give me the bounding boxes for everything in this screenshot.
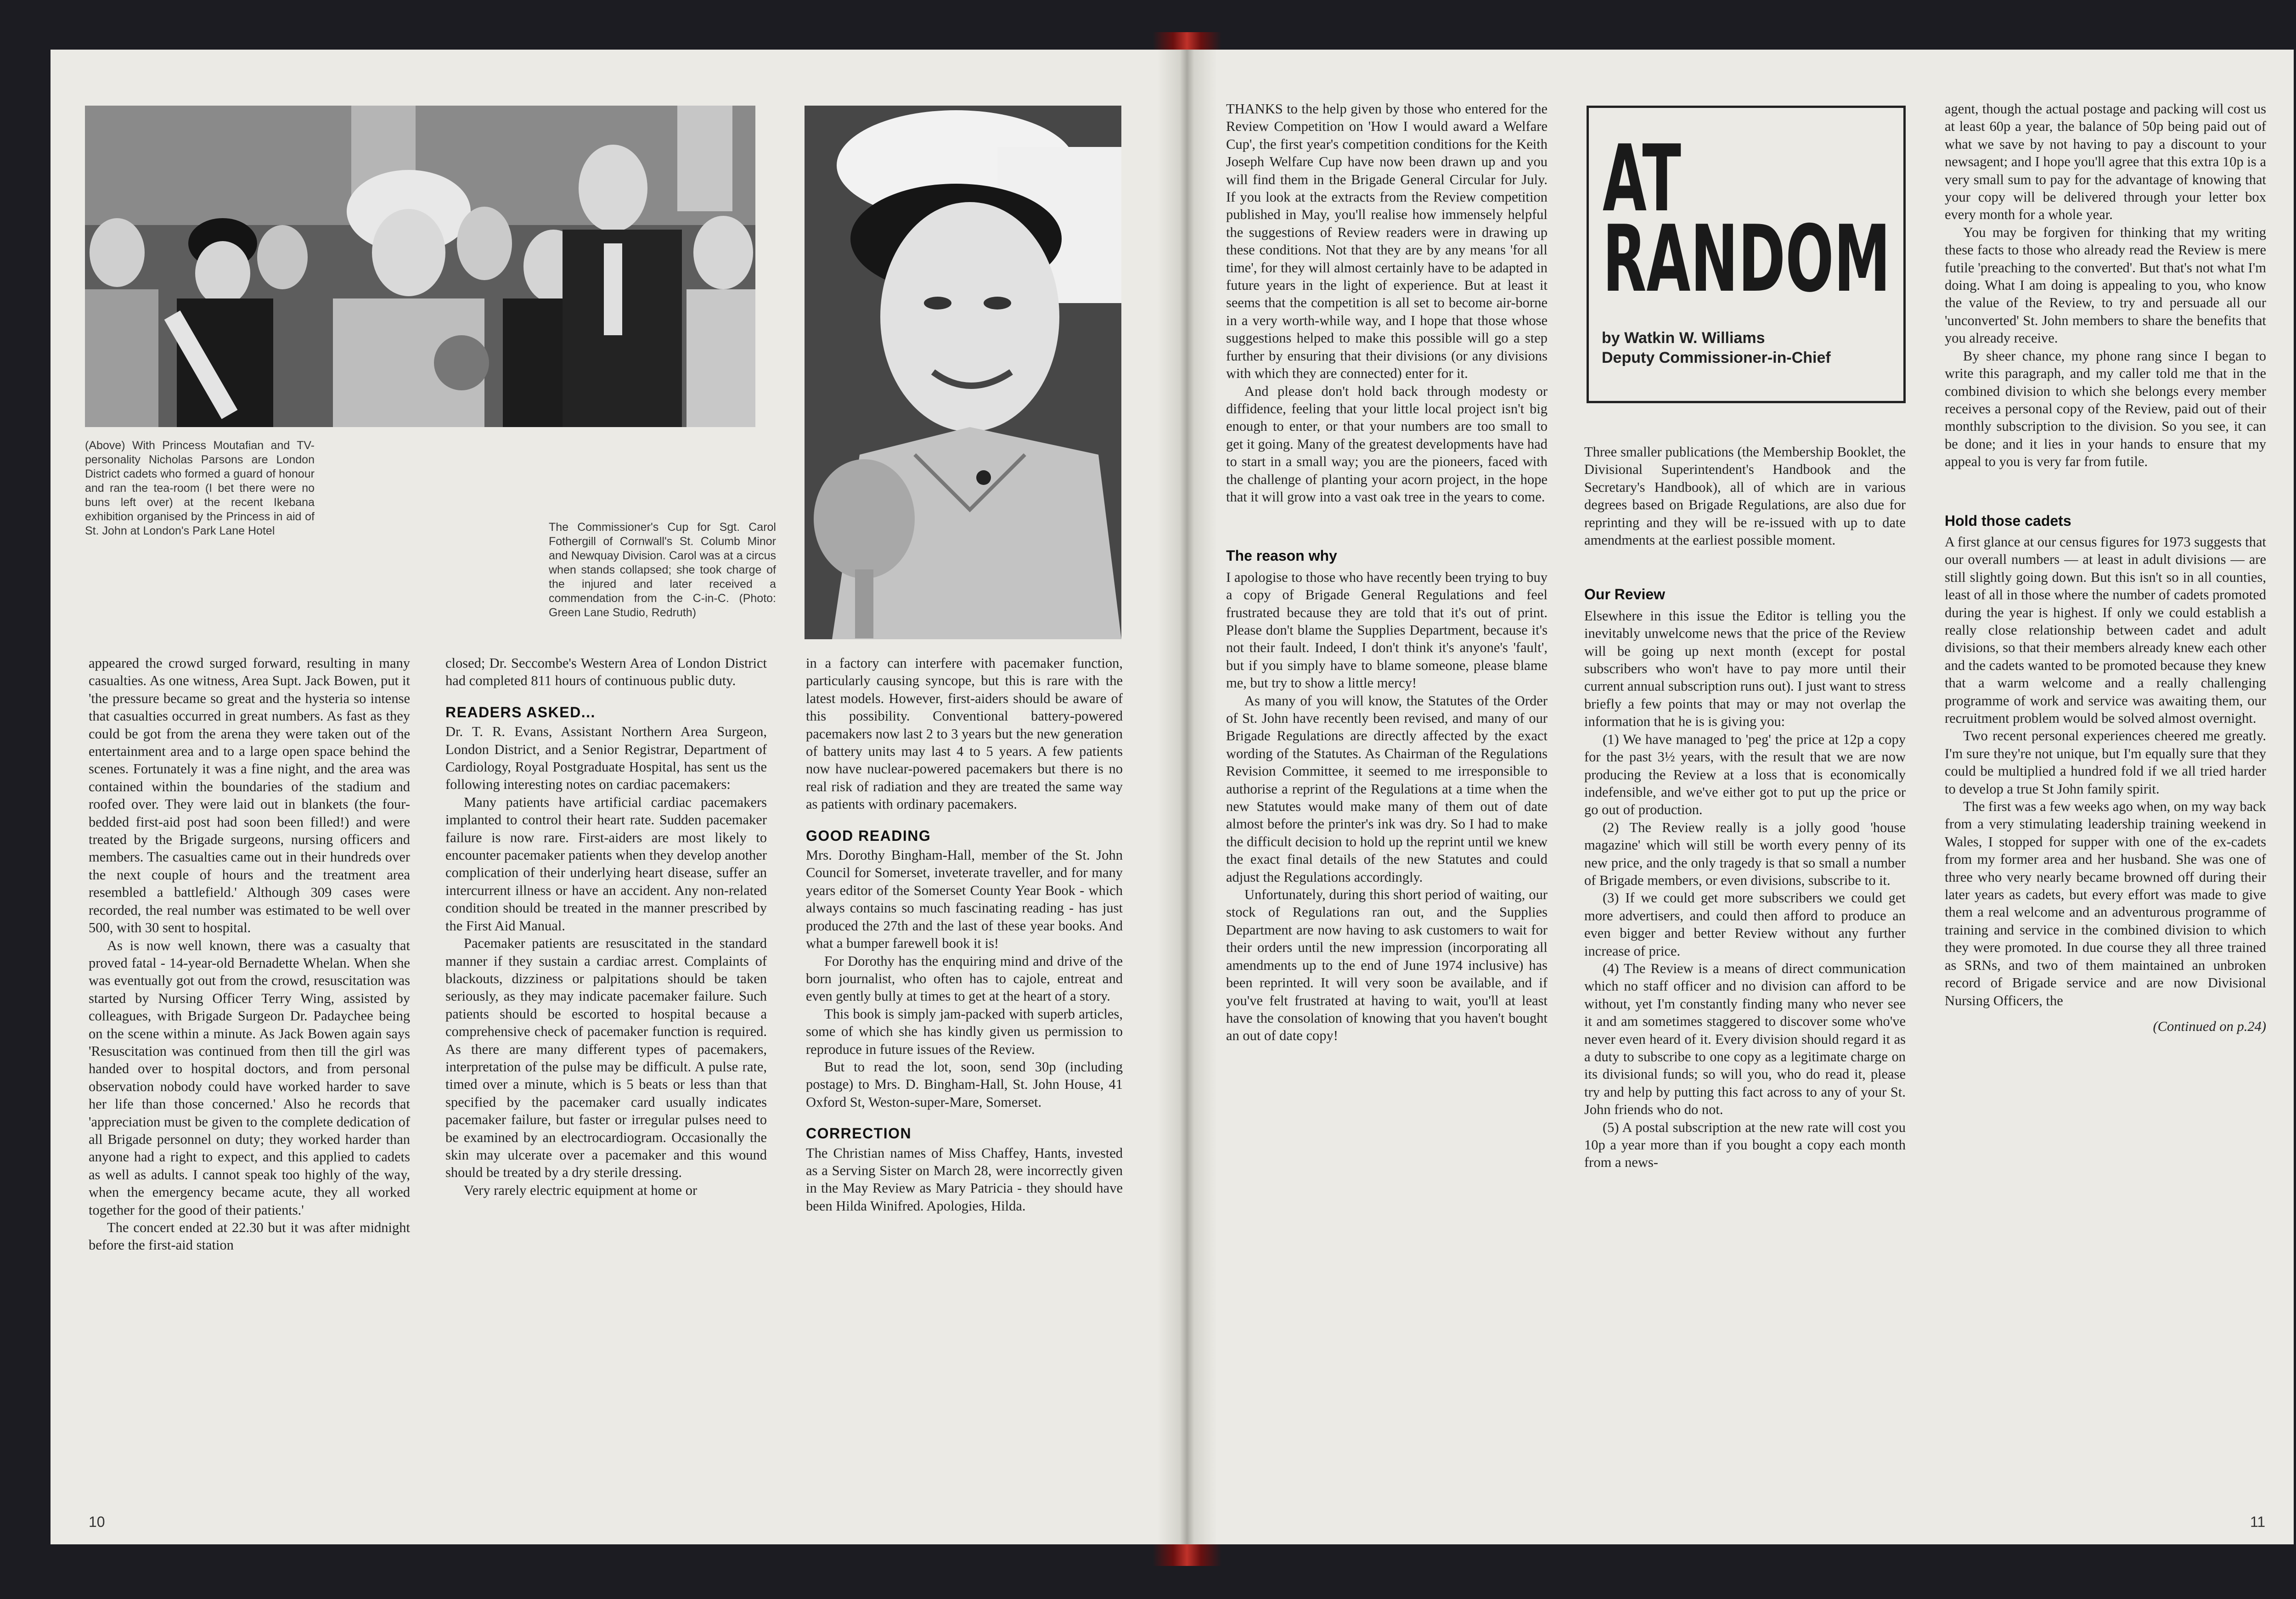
- article-paragraph: Mrs. Dorothy Bingham-Hall, member of the St. John Council for Somerset, inveterate traveller, and for many years editor of the Somerset County Year Book - which always contains so much fascinating reading - has just produced the 27th and the last of these year books. And what a bumper farewell book it is!: [806, 847, 1123, 952]
- article-paragraph: For Dorothy has the enquiring mind and drive of the born journalist, who often has to cajole, entreat and even gently bully at times to get at the heart of a story.: [806, 953, 1123, 1004]
- right-column-1: [1226, 100, 1548, 1045]
- right-column-3: [1945, 100, 2266, 1035]
- section-heading: Hold those cadets: [1945, 512, 2071, 529]
- nurse-portrait-photo: [805, 106, 1121, 639]
- article-paragraph: This book is simply jam-packed with superb articles, some of which she has kindly given us permission to reproduce in future issues of the Review.: [806, 1006, 1123, 1057]
- byline: [1602, 328, 1831, 368]
- right-column-2: [1584, 443, 1906, 1171]
- article-paragraph: (3) If we could get more subscribers we could get more advertisers, and could then afford to produce an even bigger and better Review without any further increase of price.: [1584, 890, 1906, 959]
- article-paragraph: Three smaller publications (the Membership Booklet, the Divisional Superintendent's Handbook and the Secretary's Handbook), all of which are in various degrees based on Brigade Regulations, are also due for reprinting and they will be re-issued with up to date amendments at the earliest possible moment.: [1584, 444, 1906, 548]
- article-paragraph: in a factory can interfere with pacemaker function, particularly causing syncope, but this is rare with the latest models. However, first-aiders should be aware of this possibility. Conventional battery-powered pacemakers now last 2 to 3 years but the new generation of battery units may last 4 to 5 years. A few patients now have nuclear-powered pacemakers but there is no real risk of radiation and they are treated the same way as patients with ordinary pacemakers.: [806, 655, 1123, 812]
- group-photo: [85, 106, 755, 427]
- article-paragraph: Many patients have artificial cardiac pacemakers implanted to control their heart rate. Sudden pacemaker failure is now rare. First-aiders are most likely to encounter pacemaker patients when they develop another complication of their underlying heart disease, suffer an intercurrent illness or have an accident. Any non-related condition should be treated in the manner prescribed by the First Aid Manual.: [445, 794, 767, 934]
- group-photo-caption: (Above) With Princess Moutafian and TV-personality Nicholas Parsons are London District cadets who formed a guard of honour and ran the tea-room (I bet there were no buns left over) at the recent Ikebana exhibition organised by the Princess in aid of St. John at London's Park Lane Hotel: [85, 439, 315, 537]
- article-paragraph: By sheer chance, my phone rang since I began to write this paragraph, and my caller told me that in the combined division to which she belongs every member receives a personal copy of the Review, paid out of their monthly subscription to the division. So you see, it can be done; and it lies in your hands to ensure that my appeal to you is very far from futile.: [1945, 348, 2266, 470]
- page-number-right: 11: [2250, 1514, 2266, 1530]
- section-heading: The reason why: [1226, 547, 1337, 564]
- article-paragraph: I apologise to those who have recently been trying to buy a copy of Brigade General Regulations and feel frustrated because they are told that it's out of print. Please don't blame the Supplies Department, because it's not their fault. Indeed, I don't think it's anyone's 'fault', but if you simply have to blame someone, please blame me, but try to show a little mercy!: [1226, 569, 1548, 691]
- article-paragraph: Dr. T. R. Evans, Assistant Northern Area Surgeon, London District, and a Senior Registrar, Department of Cardiology, Royal Postgraduate Hospital, has sent us the following interesting notes on cardiac pacemakers:: [445, 724, 767, 793]
- page-number-left: 10: [89, 1514, 105, 1530]
- article-paragraph: And please don't hold back through modesty or diffidence, feeling that your little local project isn't big enough to enter, or that your numbers are too small to get it going. Many of the greatest developments have had to start in a small way; you are the pioneers, faced with the challenge of planting your acorn project, in the hope that it will grow into a vast oak tree in the years to come.: [1226, 383, 1548, 505]
- article-paragraph: (1) We have managed to 'peg' the price at 12p a copy for the past 3½ years, with the result that we are now producing the Review at a loss that is economically indefensible, and we've either got to put up the price or go out of production.: [1584, 731, 1906, 818]
- continued-note: (Continued on p.24): [2153, 1018, 2266, 1034]
- article-paragraph: A first glance at our census figures for 1973 suggests that our overall numbers — at least in adult divisions — are still slightly going down. But this isn't so in all counties, least of all in those where the number of cadets promoted during the year is highest. If only we could establish a really close relationship between cadet and adult divisions, so that their members already knew each other and the cadets wanted to be promoted because they knew that a warm welcome and a really challenging programme of work and service was awaiting them, our recruitment problem would be solved almost overnight.: [1945, 534, 2266, 726]
- article-paragraph: agent, though the actual postage and packing will cost us at least 60p a year, the balance of 50p being paid out of what we save by not having to pay a discount to your newsagent; and I hope you'll agree that this extra 10p is a very small sum to pay for the advantage of knowing that your copy will be delivered through your letter box every month for a whole year.: [1945, 101, 2266, 223]
- title-at: AT: [1603, 125, 1681, 232]
- left-column-3: [806, 654, 1123, 1215]
- article-paragraph: Very rarely electric equipment at home or: [464, 1182, 698, 1198]
- article-paragraph: The Christian names of Miss Chaffey, Hants, invested as a Serving Sister on March 28, were incorrectly given in the May Review as Mary Patricia - they should have been Hilda Winifred. Apologies, Hilda.: [806, 1145, 1123, 1214]
- article-paragraph: Elsewhere in this issue the Editor is telling you the inevitably unwelcome news that the price of the Review will be going up next month (except for postal subscribers who won't have to pay more until their current annual subscription runs out). I just want to stress briefly a few points that may or may not overlap the information that he is is giving you:: [1584, 608, 1906, 730]
- article-paragraph: The first was a few weeks ago when, on my way back from a very stimulating leadership training weekend in Wales, I stopped for supper with one of the ex-cadets from my former area and her husband. She was one of three who very nearly became browned off during their later years as cadets, but every effort was made to give them a real welcome and an adventurous programme of training and service in the combined division to which they were promoted. In due course they all three trained as SRNs, and two of them maintained an unbroken record of Brigade service and are now Divisional Nursing Officers, the: [1945, 799, 2266, 1008]
- article-paragraph: appeared the crowd surged forward, resulting in many casualties. As one witness, Area Supt. Jack Bowen, put it 'the pressure became so great and the hysteria so intense that casualties occurred in great numbers. As fast as they could be got from the arena they were taken out of the entertainment area and to a large open space behind the scenes. Fortunately it was a fine night, and the area was contained within the boundaries of the stadium and roofed over. They were laid out in blankets (the four-bedded first-aid post had soon been filled!) and were treated by the Brigade surgeons, nursing officers and members. The casualties came out in their hundreds over the next couple of hours and the treatment area resembled a battlefield.' Although 309 cases were recorded, the real number was estimated to be well over 500, with 30 sent to hospital.: [89, 655, 410, 936]
- left-column-1: [89, 654, 410, 1254]
- article-paragraph: But to read the lot, soon, send 30p (including postage) to Mrs. D. Bingham-Hall, St. John House, 41 Oxford St, Weston-super-Mare, Somerset.: [806, 1058, 1123, 1110]
- article-paragraph: Unfortunately, during this short period of waiting, our stock of Regulations ran out, and the Supplies Department are now having to ask customers to wait for their orders until the new impression (incorporating all amendments up to the end of June 1974 inclusive) has been reprinted. It will very soon be available, and if you've felt frustrated at having to wait, you'll at least have the consolation of knowing that you haven't bought an out of date copy!: [1226, 887, 1548, 1044]
- cup-photo-caption: The Commissioner's Cup for Sgt. Carol Fothergill of Cornwall's St. Columb Minor and Newquay Division. Carol was at a circus when stands collapsed; she took charge of the injured and later received a commendation from the C-in-C. (Photo: Green Lane Studio, Redruth): [549, 521, 776, 619]
- article-paragraph: The concert ended at 22.30 but it was after midnight before the first-aid station: [89, 1220, 410, 1253]
- article-paragraph: As many of you will know, the Statutes of the Order of St. John have recently been revised, and many of our Brigade Regulations are directly affected by the exact wording of the Statutes. As Chairman of the Regulations Revision Committee, it seemed to me irresponsible to authorise a reprint of the Regulations at a time when the new Statutes would make many of them out of date almost before the printer's ink was dry. So I had to make the difficult decision to hold up the reprint until we knew the exact final details of the new Statutes and could adjust the Regulations accordingly.: [1226, 693, 1548, 885]
- title-random: RANDOM: [1603, 206, 1891, 313]
- article-paragraph: As is now well known, there was a casualty that proved fatal - 14-year-old Bernadette Whelan. When she was eventually got out from the crowd, resuscitation was started by Nursing Officer Terry Wing, assisted by colleagues, with Brigade Surgeon Dr. Padaychee being on the scene within a minute. As Jack Bowen again says 'Resuscitation was continued from then till the girl was handed over to hospital doctors, and from personal observation nobody could have worked harder to save her life than those concerned.' Also he records that 'appreciation must be given to the complete dedication of all Brigade personnel on duty; they worked harder than anyone had a right to expect, and this applied to cadets as well as adults. I cannot speak too highly of the way, when the emergency became acute, they all worked together for the good of their patients.': [89, 937, 410, 1218]
- article-paragraph: (2) The Review really is a jolly good 'house magazine' which will still be worth every penny of its new price, and the only tragedy is that so small a number of Brigade members, or even divisions, subscribe to it.: [1584, 819, 1906, 888]
- article-paragraph: (5) A postal subscription at the new rate will cost you 10p a year more than if you bought a copy each month from a news-: [1584, 1119, 1906, 1171]
- at-random-title-box: [1587, 106, 1906, 403]
- byline-author: by Watkin W. Williams: [1602, 329, 1765, 347]
- section-heading: GOOD READING: [806, 827, 931, 844]
- article-paragraph: (4) The Review is a means of direct communication which no staff officer and no division can afford to be without, yet I'm constantly finding many who never see it and am sometimes staggered to discover some who've never even heard of it. Every division should regard it as a duty to subscribe to one copy as a legitimate charge on its divisional funds; so will you, who do read it, please try and help by putting this fact across to any of your St. John friends who do not.: [1584, 960, 1906, 1118]
- article-paragraph: closed; Dr. Seccombe's Western Area of London District had completed 811 hours of continuous public duty.: [445, 655, 767, 689]
- section-heading: READERS ASKED...: [445, 704, 596, 721]
- article-paragraph: You may be forgiven for thinking that my writing these facts to those who already read the Review is mere futile 'preaching to the converted'. But that's not what I'm doing. What I am doing is appealing to you, who know the value of the Review, to try and persuade all our 'unconverted' St. John members to share the benefits that you already receive.: [1945, 224, 2266, 346]
- spine-crease: [1157, 50, 1217, 1544]
- section-heading: CORRECTION: [806, 1125, 912, 1142]
- byline-role: Deputy Commissioner-in-Chief: [1602, 349, 1831, 366]
- section-heading: Our Review: [1584, 586, 1666, 603]
- article-paragraph: THANKS to the help given by those who entered for the Review Competition on 'How I would award a Welfare Cup', the first year's competition conditions for the Keith Joseph Welfare Cup have now been drawn up and you will find them in the Brigade General Circular for July. If you look at the extracts from the Review competition published in May, you'll realise how immensely helpful the suggestions of Review readers were in drawing up these conditions. Not that they are by any means 'for all time', for they will almost certainly have to be adapted in future years in the light of experience. But at least it seems that the competition is all set to become air-borne in a very worth-while way, and I hope that those whose suggestions helped to make this possible will go a step further by ensuring that their divisions (or any divisions with which they are connected) enter for it.: [1226, 101, 1548, 382]
- article-paragraph: Two recent personal experiences cheered me greatly. I'm sure they're not unique, but I'm equally sure that they could be multiplied a hundred fold if we all tried harder to develop a true St John family spirit.: [1945, 728, 2266, 797]
- article-paragraph: Pacemaker patients are resuscitated in the standard manner if they sustain a cardiac arrest. Complaints of blackouts, dizziness or palpitations should be taken seriously, as they may indicate pacemaker failure. Such patients should be escorted to hospital because a comprehensive check of pacemaker function is required. As there are many different types of pacemakers, interpretation of the pulse may be difficult. A pulse rate, timed over a minute, which is 5 beats or less than that specified by the pacemaker card usually indicates pacemaker failure, but faster or irregular pulses need to be examined by an electrocardiogram. Occasionally the skin may ulcerate over a pacemaker and this wound should be treated by a dry sterile dressing.: [445, 935, 767, 1181]
- left-column-2: [445, 654, 767, 1199]
